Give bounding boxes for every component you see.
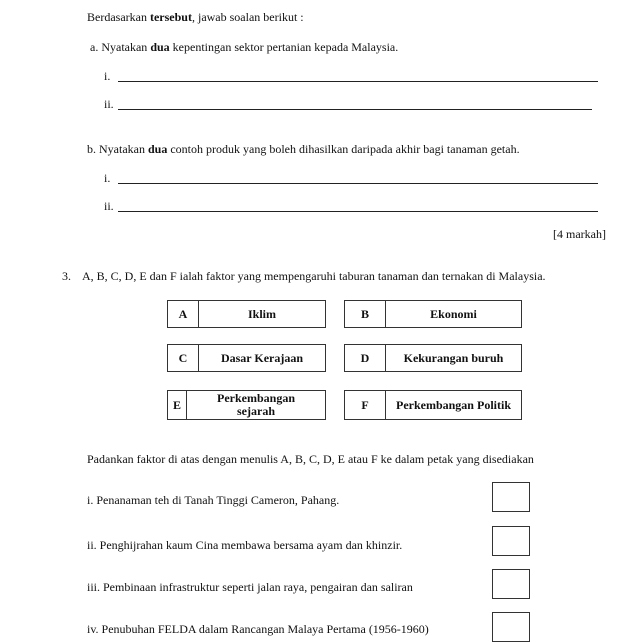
answer-b-ii-line[interactable]	[118, 211, 598, 212]
match-instruction: Padankan faktor di atas dengan menulis A, B, C, D, E atau F ke dalam petak yang disediakan	[87, 452, 534, 466]
factor-letter: E	[168, 391, 187, 419]
statement-iv: iv. Penubuhan FELDA dalam Rancangan Malaya Pertama (1956-1960)	[87, 622, 429, 636]
factor-label: Ekonomi	[430, 306, 477, 321]
statement-iii: iii. Pembinaan infrastruktur seperti jalan raya, pengairan dan saliran	[87, 580, 413, 594]
factor-letter: F	[345, 391, 386, 419]
factor-label: Iklim	[247, 306, 276, 321]
factor-box-e	[167, 390, 326, 420]
factor-label: Perkembangan sejarah	[217, 391, 295, 418]
factor-box-c	[167, 344, 326, 372]
answer-box-iv[interactable]	[492, 612, 530, 642]
answer-b-i-label: i.	[104, 171, 111, 185]
statement-ii: ii. Penghijrahan kaum Cina membawa bersama ayam dan khinzir.	[87, 538, 403, 552]
factor-box-d	[344, 344, 522, 372]
marks-label: [4 markah]	[553, 227, 606, 241]
question-3-number: 3.	[62, 269, 71, 283]
factor-label: Perkembangan Politik	[395, 397, 511, 412]
answer-b-i-line[interactable]	[118, 183, 598, 184]
factor-box-b	[344, 300, 522, 328]
statement-i: i. Penanaman teh di Tanah Tinggi Cameron, Pahang.	[87, 493, 340, 507]
factor-letter: A	[168, 301, 199, 327]
question-b: b. Nyatakan dua contoh produk yang boleh dihasilkan daripada akhir bagi tanaman getah.	[87, 142, 520, 156]
answer-a-ii-label: ii.	[104, 97, 114, 111]
question-3-text: A, B, C, D, E dan F ialah faktor yang mempengaruhi taburan tanaman dan ternakan di Malaysia.	[82, 269, 546, 283]
factor-label: Dasar Kerajaan	[220, 350, 304, 365]
answer-a-ii-line[interactable]	[118, 109, 592, 110]
answer-box-ii[interactable]	[492, 526, 530, 556]
factor-box-a	[167, 300, 326, 328]
answer-b-ii-label: ii.	[104, 199, 114, 213]
answer-a-i-line[interactable]	[118, 81, 598, 82]
factor-letter: D	[345, 345, 386, 371]
answer-box-i[interactable]	[492, 482, 530, 512]
question-a: a. Nyatakan dua kepentingan sektor pertanian kepada Malaysia.	[90, 40, 399, 54]
answer-a-i-label: i.	[104, 69, 111, 83]
factor-label: Kekurangan buruh	[403, 350, 504, 365]
intro-text: Berdasarkan tersebut, jawab soalan berikut :	[87, 10, 304, 24]
answer-box-iii[interactable]	[492, 569, 530, 599]
factor-box-f	[344, 390, 522, 420]
factor-letter: B	[345, 301, 386, 327]
factor-letter: C	[168, 345, 199, 371]
